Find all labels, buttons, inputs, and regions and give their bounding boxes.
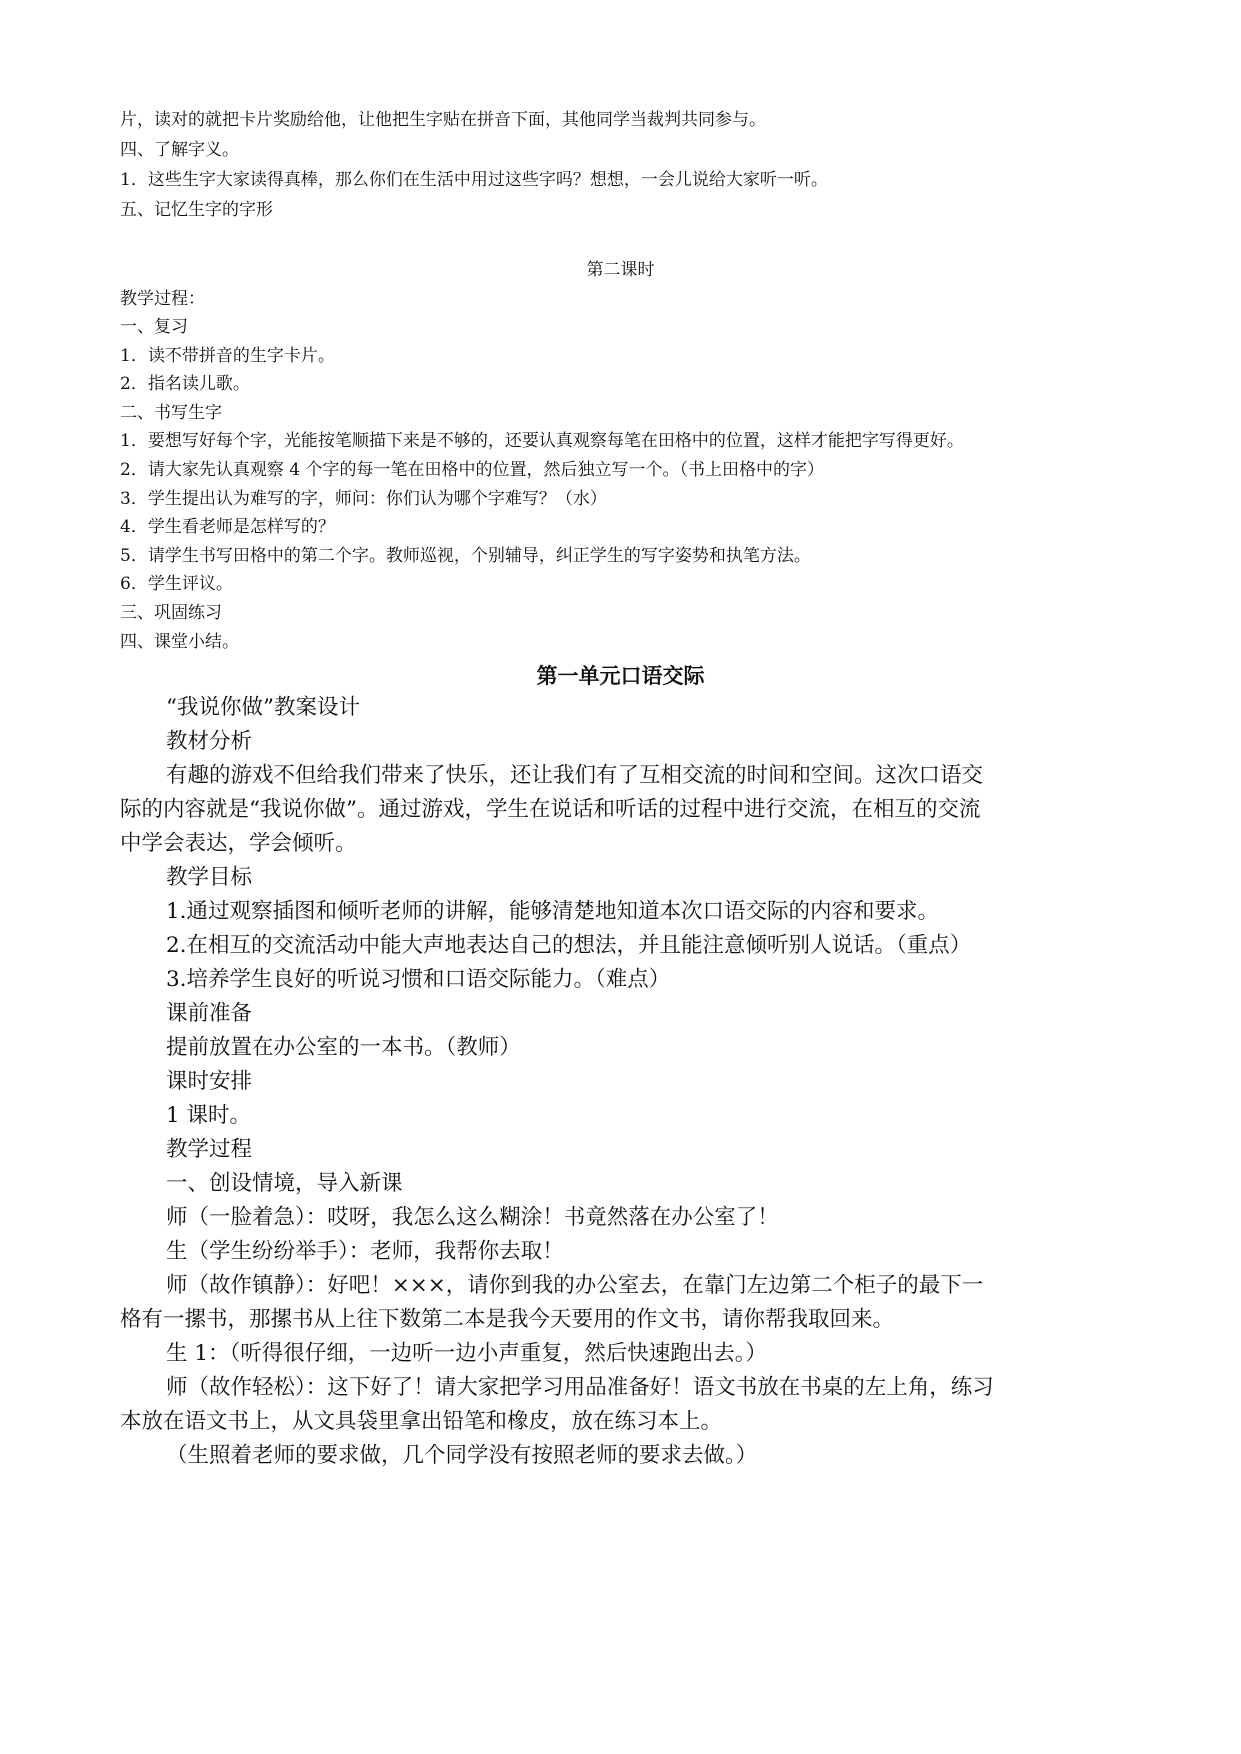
- section-heading: 一、创设情境，导入新课: [166, 1171, 403, 1196]
- paragraph-line: 有趣的游戏不但给我们带来了快乐，还让我们有了互相交流的时间和空间。这次口语交: [166, 763, 984, 788]
- dialogue-line: 师（故作镇静）：好吧！×××，请你到我的办公室去，在靠门左边第二个柜子的最下一: [166, 1273, 984, 1298]
- dialogue-line: 格有一摞书，那摞书从上往下数第二本是我今天要用的作文书，请你帮我取回来。: [120, 1307, 895, 1332]
- dialogue-line: 生 1：（听得很仔细，一边听一边小声重复，然后快速跑出去。）: [166, 1341, 768, 1366]
- section-heading: 三、巩固练习: [120, 603, 222, 623]
- dialogue-line: 师（一脸着急）：哎呀，我怎么这么糊涂！书竟然落在办公室了！: [166, 1205, 779, 1230]
- section-heading: 二、书写生字: [120, 403, 222, 423]
- list-item: 1.通过观察插图和倾听老师的讲解，能够清楚地知道本次口语交际的内容和要求。: [166, 899, 940, 924]
- section-heading: 教学目标: [166, 865, 253, 890]
- paragraph-line: 际的内容就是“我说你做”。通过游戏，学生在说话和听话的过程中进行交流，在相互的交流: [120, 797, 981, 822]
- text-line: 教学过程：: [120, 289, 205, 309]
- list-item: 1．要想写好每个字，光能按笔顺描下来是不够的，还要认真观察每笔在田格中的位置，这样才能把字写得更好。: [120, 431, 964, 451]
- paragraph-line: 中学会表达，学会倾听。: [120, 831, 357, 856]
- list-item: 2.在相互的交流活动中能大声地表达自己的想法，并且能注意倾听别人说话。（重点）: [166, 933, 972, 958]
- dialogue-line: 生（学生纷纷举手）：老师，我帮你去取！: [166, 1239, 564, 1264]
- section-heading: 五、记忆生字的字形: [120, 200, 273, 220]
- dialogue-line: 本放在语文书上，从文具袋里拿出铅笔和橡皮，放在练习本上。: [120, 1409, 723, 1434]
- text-line: “我说你做”教案设计: [166, 695, 360, 720]
- section-heading: 四、课堂小结。: [120, 632, 239, 652]
- list-item: 3．学生提出认为难写的字，师问：你们认为哪个字难写？（水）: [120, 489, 607, 509]
- unit-title: 第一单元口语交际: [536, 663, 705, 688]
- list-item: 2．请大家先认真观察 4 个字的每一笔在田格中的位置，然后独立写一个。（书上田格中的字）: [120, 460, 824, 480]
- lesson-title: 第二课时: [586, 260, 655, 280]
- stage-direction: （生照着老师的要求做，几个同学没有按照老师的要求去做。）: [166, 1443, 758, 1468]
- text-line: 片，读对的就把卡片奖励给他，让他把生字贴在拼音下面，其他同学当裁判共同参与。: [120, 110, 766, 130]
- section-heading: 一、复习: [120, 317, 188, 337]
- section-heading: 教学过程: [166, 1137, 253, 1162]
- section-heading: 教材分析: [166, 729, 253, 754]
- dialogue-line: 师（故作轻松）：这下好了！请大家把学习用品准备好！语文书放在书桌的左上角，练习: [166, 1375, 994, 1400]
- list-item: 4．学生看老师是怎样写的？: [120, 517, 335, 537]
- list-item: 6．学生评议。: [120, 574, 233, 594]
- section-heading: 四、了解字义。: [120, 140, 239, 160]
- text-line: 1 课时。: [166, 1103, 252, 1128]
- list-item: 3.培养学生良好的听说习惯和口语交际能力。（难点）: [166, 967, 671, 992]
- section-heading: 课时安排: [166, 1069, 253, 1094]
- list-item: 1．读不带拼音的生字卡片。: [120, 346, 335, 366]
- text-line: 1．这些生字大家读得真棒，那么你们在生活中用过这些字吗？想想，一会儿说给大家听一听。: [120, 170, 828, 190]
- text-line: 提前放置在办公室的一本书。（教师）: [166, 1035, 521, 1060]
- list-item: 5．请学生书写田格中的第二个字。教师巡视，个别辅导，纠正学生的写字姿势和执笔方法。: [120, 546, 811, 566]
- list-item: 2．指名读儿歌。: [120, 374, 250, 394]
- section-heading: 课前准备: [166, 1001, 253, 1026]
